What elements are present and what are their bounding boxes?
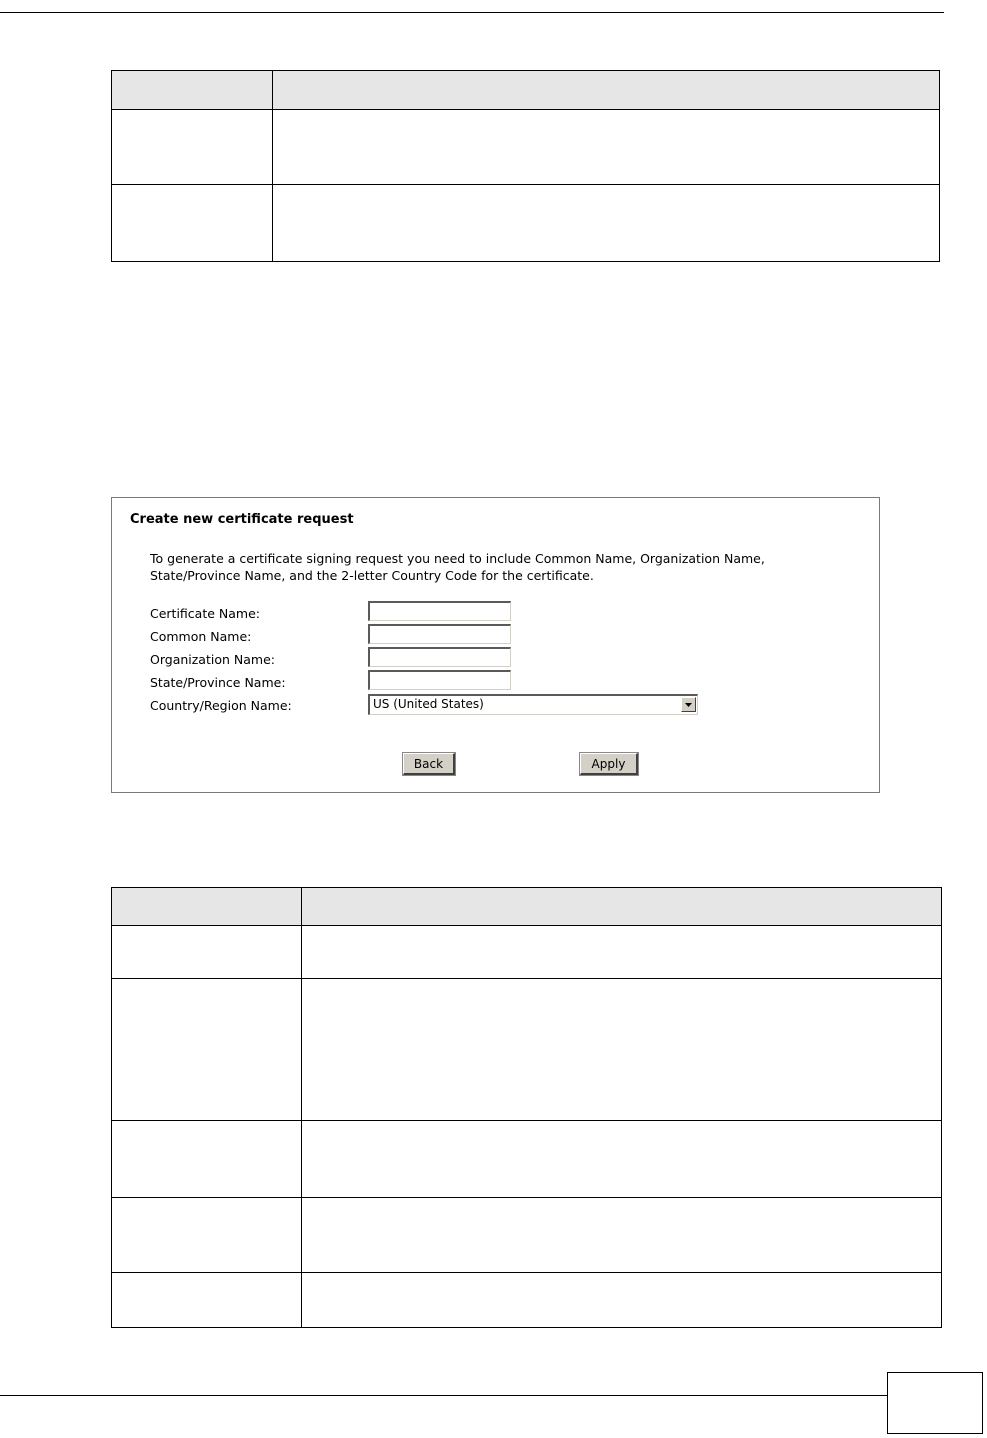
table-cell-description xyxy=(302,1273,942,1328)
table-cell-label xyxy=(112,185,273,262)
table-cell-label xyxy=(112,1121,302,1198)
table-cell-label xyxy=(112,926,302,979)
table-cell-description xyxy=(273,110,940,185)
table-cell-label xyxy=(112,1198,302,1273)
apply-button[interactable]: Apply xyxy=(580,753,638,775)
field-description-table-top xyxy=(111,70,940,262)
table-cell-description xyxy=(302,979,942,1121)
table-row xyxy=(112,1121,942,1198)
organization-name-input[interactable] xyxy=(368,647,511,667)
panel-description: To generate a certificate signing request you need to include Common Name, Organization Name, State/Province Name, and the 2-letter Country Code for the certificate. xyxy=(150,551,765,583)
field-description-table-bottom xyxy=(111,887,942,1328)
common-name-label: Common Name: xyxy=(150,629,252,644)
page-number-box xyxy=(887,1372,983,1434)
table-row xyxy=(112,110,940,185)
table-row xyxy=(112,979,942,1121)
header-rule xyxy=(0,12,944,13)
footer-rule xyxy=(0,1395,887,1396)
table-row xyxy=(112,1273,942,1328)
dropdown-arrow-icon[interactable] xyxy=(681,697,696,712)
table-cell-description xyxy=(302,926,942,979)
table-row xyxy=(112,185,940,262)
table-cell-description xyxy=(273,185,940,262)
table-cell-label xyxy=(112,979,302,1121)
table-cell-label xyxy=(112,1273,302,1328)
certificate-name-input[interactable] xyxy=(368,601,511,621)
organization-name-label: Organization Name: xyxy=(150,652,275,667)
table-header-row xyxy=(112,888,942,926)
table-header-row xyxy=(112,71,940,110)
table-header-description xyxy=(273,71,940,110)
panel-title: Create new certificate request xyxy=(130,512,354,527)
table-header-label xyxy=(112,888,302,926)
back-button[interactable]: Back xyxy=(403,753,455,775)
certificate-name-label: Certificate Name: xyxy=(150,606,260,621)
country-region-selected-value: US (United States) xyxy=(373,697,484,711)
table-cell-description xyxy=(302,1121,942,1198)
create-certificate-request-panel xyxy=(111,497,880,793)
table-row xyxy=(112,926,942,979)
table-cell-description xyxy=(302,1198,942,1273)
country-region-name-label: Country/Region Name: xyxy=(150,698,292,713)
state-province-name-label: State/Province Name: xyxy=(150,675,286,690)
table-header-label xyxy=(112,71,273,110)
state-province-name-input[interactable] xyxy=(368,670,511,690)
table-cell-label xyxy=(112,110,273,185)
common-name-input[interactable] xyxy=(368,624,511,644)
table-row xyxy=(112,1198,942,1273)
country-region-select[interactable] xyxy=(368,694,698,715)
table-header-description xyxy=(302,888,942,926)
